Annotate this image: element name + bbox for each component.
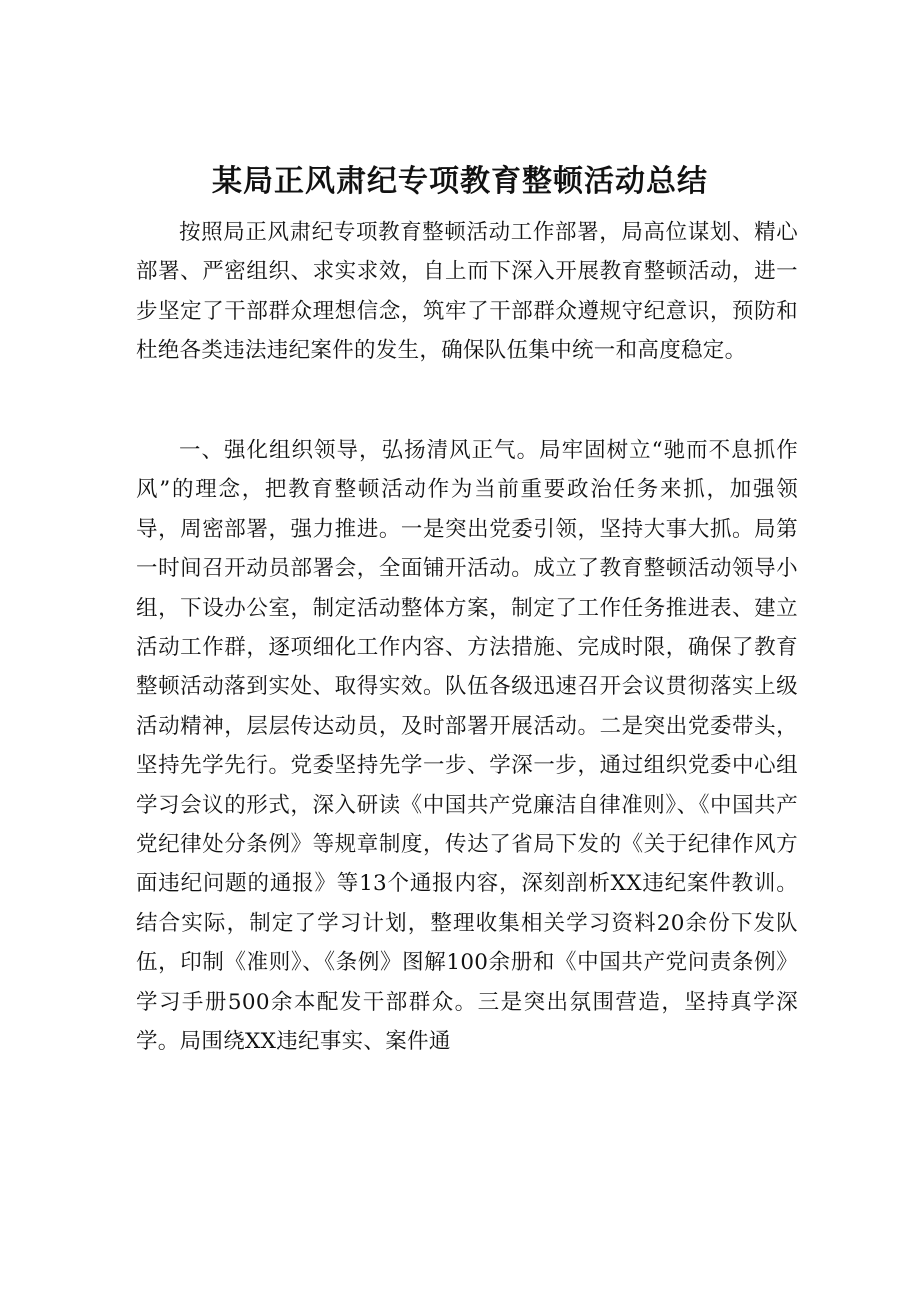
paragraph-section-one: 一、强化组织领导，弘扬清风正气。局牢固树立“驰而不息抓作风”的理念，把教育整顿活动作为当前重要政治任务来抓，加强领导，周密部署，强力推进。一是突出党委引领，坚持大事大抓。局第一时间召开动员部署会，全面铺开活动。成立了教育整顿活动领导小组，下设办公室，制定活动整体方案，制定了工作任务推进表、建立活动工作群，逐项细化工作内容、方法措施、完成时限，确保了教育整顿活动落到实处、取得实效。队伍各级迅速召开会议贯彻落实上级活动精神，层层传达动员，及时部署开展活动。二是突出党委带头，坚持先学先行。党委坚持先学一步、学深一步，通过组织党委中心组学习会议的形式，深入研读《中国共产党廉洁自律准则》、《中国共产党纪律处分条例》等规章制度，传达了省局下发的《关于纪律作风方面违纪问题的通报》等13个通报内容，深刻剖析XX违纪案件教训。结合实际，制定了学习计划，整理收集相关学习资料20余份下发队伍，印制《准则》、《条例》图解100余册和《中国共产党问责条例》学习手册500余本配发干部群众。三是突出氛围营造，坚持真学深学。局围绕XX违纪事实、案件通 <box>136 438 798 1055</box>
paragraph-intro: 按照局正风肃纪专项教育整顿活动工作部署，局高位谋划、精心部署、严密组织、求实求效，自上而下深入开展教育整顿活动，进一步坚定了干部群众理想信念，筑牢了干部群众遵规守纪意识，预防和杜绝各类违法违纪案件的发生，确保队伍集中统一和高度稳定。 <box>136 220 798 364</box>
document-title: 某局正风肃纪专项教育整顿活动总结 <box>212 164 708 199</box>
